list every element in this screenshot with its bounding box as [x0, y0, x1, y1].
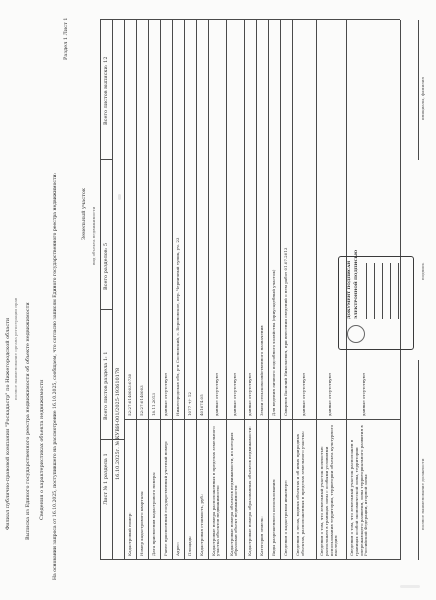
form-title: Филиал публично-правовой компании "Роскадастр" по Нижегородской области: [5, 317, 11, 530]
row-value: данные отсутствуют: [361, 372, 366, 416]
row-label: Кадастровые номера образованных объектов недвижимости:: [247, 426, 252, 556]
row-label: Площадь:: [187, 535, 192, 556]
row-label: Дата присвоения кадастрового номера:: [151, 471, 156, 556]
row-value: 401674.05: [199, 394, 204, 416]
row-label: Кадастровые номера расположенных в пределах земельного участка объектов недвижимости:: [211, 426, 220, 556]
electronic-signature-stamp: [338, 249, 414, 350]
date-number: 16.10.2025г. № КУВИ-001/2025-193610178: [115, 367, 121, 480]
row-label: Кадастровые номера объектов недвижимости, из которых образован объект недвижимости:: [229, 432, 238, 556]
row-label: Сведения о лесах, водных объектах и об иных природных объектах, расположенных в пределах земельного участка:: [295, 431, 305, 556]
total-sections: Всего разделов: 5: [103, 242, 109, 290]
row-value: Нижегородская обл, р-н Сосновский, с. Вороновское, пер. Черничный тупик, уч. 23: [175, 237, 180, 416]
name-label: инициалы, фамилия: [420, 77, 425, 120]
row-value: данные отсутствуют: [247, 372, 252, 416]
row-value: данные отсутствуют: [232, 372, 237, 416]
row-label: Кадастровая стоимость, руб.:: [199, 493, 204, 556]
row-value: 1077 +/- 12: [187, 392, 192, 416]
total-sheets-section: Всего листов раздела 1: 1: [103, 351, 109, 420]
row-label: Кадастровый номер:: [127, 512, 132, 556]
total-sheets: Всего листов выписки: 12: [103, 56, 109, 125]
row-label: Ранее присвоенный государственный учетный номер:: [163, 440, 168, 556]
row-value: данные отсутствуют: [301, 372, 306, 416]
row-value: Смирнов Василий Николаевич, при внесении сведений о нем работ 01.07.2013: [283, 247, 288, 416]
row-value: Для ведения личного подсобного хозяйства (приусадебный участок): [271, 269, 276, 416]
row-label: Сведения о том, что земельный участок полностью расположен в границах зоны с особыми условиями использования территории, территории объекта культурного наследия:: [319, 424, 339, 556]
row-value: данные отсутствуют: [327, 372, 332, 416]
row-value: данные отсутствуют: [214, 372, 219, 416]
stamp-subtitle: ЭЛЕКТРОННОЙ ПОДПИСЬЮ: [353, 249, 358, 319]
role-label: полное наименование должности: [420, 458, 425, 530]
form-subtitle: полное наименование органа регистрации прав: [13, 297, 18, 400]
extract-title: Выписка из Единого государственного реестра недвижимости об объекте недвижимости: [25, 302, 31, 540]
stamp-title: ДОКУМЕНТ ПОДПИСАН: [346, 260, 351, 319]
object-type: Земельный участок: [81, 188, 87, 240]
row-label: Сведения о том, что земельный участок расположен в границах особой экономической зоны, территории опережающего развития, зоны территориального развития в Российской Федерации, игорной зоны:: [349, 425, 369, 556]
row-label: Категория земель:: [259, 516, 264, 556]
sign-label: подпись: [420, 262, 425, 280]
row-value: 18.11.2013: [151, 393, 156, 416]
sheet-number: Лист № 1 раздела 1: [103, 453, 109, 505]
coat-of-arms-icon: [347, 325, 365, 343]
row-label: Адрес:: [175, 541, 180, 556]
object-type-sub: вид объекта недвижимости: [91, 206, 96, 265]
request-line: На основании запроса от 16.10.2025, поступившего на рассмотрение 16.10.2025, сообщаем, что согласно записям Единого государственного реестра недвижимости:: [53, 172, 58, 580]
row-value: 52:27:0140003: [139, 385, 144, 416]
row-label: Виды разрешенного использования:: [271, 478, 276, 556]
section-marker: Раздел 1 Лист 1: [63, 17, 69, 60]
row-value: 52:27:0140003:0730: [127, 373, 132, 416]
row-value: данные отсутствуют: [163, 372, 168, 416]
row-label: Сведения о кадастровом инженере:: [283, 479, 288, 556]
row-value: Земли сельскохозяйственного назначения: [259, 325, 264, 416]
row-label: Номер кадастрового квартала:: [139, 490, 144, 556]
extract-subtitle: Сведения о характеристиках объекта недвижимости: [39, 379, 45, 520]
